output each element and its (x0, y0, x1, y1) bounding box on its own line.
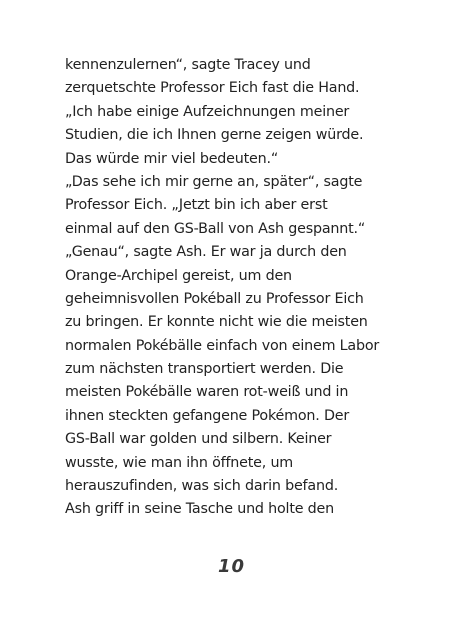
text-line: ihnen steckten gefangene Pokémon. Der (65, 407, 350, 424)
text-line: zerquetschte Professor Eich fast die Hand. (65, 80, 360, 97)
text-line: „Ich habe einige Aufzeichnungen meiner (65, 103, 350, 120)
text-line: wusste, wie man ihn öffnete, um (65, 454, 294, 471)
text-line: Ash griff in seine Tasche und holte den (65, 501, 335, 518)
text-line: „Genau“, sagte Ash. Er war ja durch den (65, 244, 347, 261)
text-line: zu bringen. Er konnte nicht wie die meisten (65, 314, 368, 331)
text-line: Professor Eich. „Jetzt bin ich aber erst (65, 197, 328, 214)
text-line: GS-Ball war golden und silbern. Keiner (65, 431, 332, 448)
text-line: Das würde mir viel bedeuten.“ (65, 150, 279, 167)
page-number: 10 (217, 556, 246, 577)
text-line: zum nächsten transportiert werden. Die (65, 361, 344, 378)
text-line: Studien, die ich Ihnen gerne zeigen würde. (65, 127, 364, 144)
text-line: meisten Pokébälle waren rot-weiß und in (65, 384, 349, 401)
text-line: einmal auf den GS-Ball von Ash gespannt.“ (65, 220, 366, 237)
text-line: Orange-Archipel gereist, um den (65, 267, 292, 284)
text-line: kennenzulernen“, sagte Tracey und (65, 57, 311, 73)
body-text (65, 54, 410, 522)
text-line: normalen Pokébälle einfach von einem Labor (65, 337, 380, 354)
text-line: geheimnisvollen Pokéball zu Professor Eich (65, 290, 364, 307)
text-line: „Das sehe ich mir gerne an, später“, sagte (65, 173, 363, 190)
text-line: herauszufinden, was sich darin befand. (65, 478, 339, 495)
